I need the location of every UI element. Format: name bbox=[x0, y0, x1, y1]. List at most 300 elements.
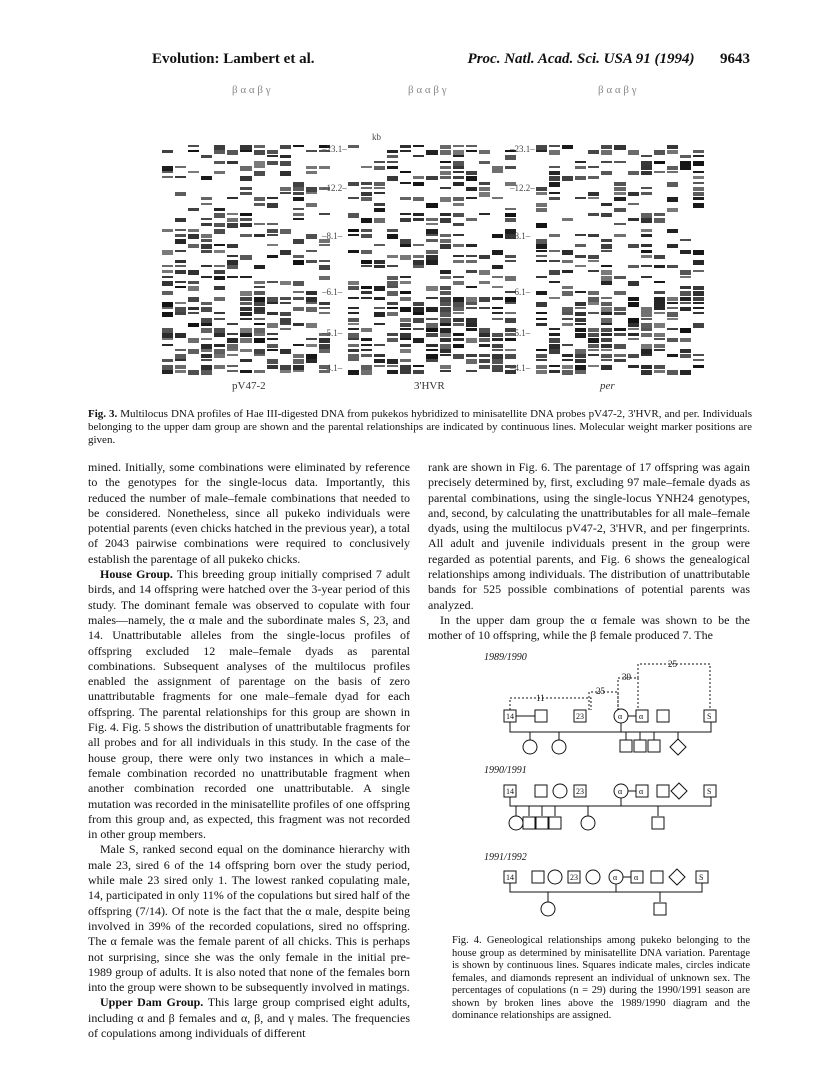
gel-band bbox=[400, 150, 411, 152]
gel-band bbox=[641, 229, 652, 232]
gel-band bbox=[267, 203, 278, 208]
gel-band bbox=[628, 281, 639, 286]
gel-band bbox=[254, 354, 265, 356]
gel-band bbox=[254, 333, 265, 336]
gel-band bbox=[440, 270, 451, 274]
gel-band bbox=[267, 333, 278, 335]
gel-band bbox=[667, 297, 678, 301]
gel-band bbox=[175, 312, 186, 315]
gel-band bbox=[479, 192, 490, 197]
gel-band bbox=[588, 213, 599, 216]
gel-band bbox=[374, 354, 385, 357]
gel-band bbox=[387, 155, 398, 158]
gel-band bbox=[440, 323, 451, 326]
gel-band bbox=[267, 244, 278, 246]
gel-band bbox=[549, 260, 560, 262]
gel-band bbox=[214, 229, 225, 234]
gel-band bbox=[426, 328, 437, 332]
gel-band bbox=[240, 218, 251, 221]
gel-band bbox=[201, 223, 212, 226]
gel-band bbox=[614, 187, 625, 191]
gel-band bbox=[562, 260, 573, 263]
gel-band bbox=[413, 255, 424, 258]
gel-band bbox=[400, 344, 411, 347]
gel-band bbox=[175, 302, 186, 304]
gel-band bbox=[549, 370, 560, 373]
gel-band bbox=[654, 365, 665, 369]
svg-text:23: 23 bbox=[576, 787, 584, 796]
gel-band bbox=[680, 328, 691, 333]
gel-band bbox=[426, 286, 437, 291]
section-heading-house-group: House Group. bbox=[100, 567, 173, 582]
gel-band bbox=[466, 370, 477, 372]
gel-band bbox=[440, 150, 451, 155]
gel-band bbox=[654, 333, 665, 337]
gel-band bbox=[387, 229, 398, 232]
gel-band bbox=[614, 145, 625, 150]
gel-band bbox=[614, 307, 625, 311]
gel-band bbox=[214, 286, 225, 290]
gel-band bbox=[280, 370, 291, 373]
gel-band bbox=[549, 166, 560, 168]
gel-band bbox=[162, 281, 173, 286]
gel-band bbox=[654, 349, 665, 351]
gel-band bbox=[201, 302, 212, 305]
gel-band bbox=[400, 244, 411, 247]
gel-band bbox=[188, 150, 199, 152]
gel-band bbox=[440, 166, 451, 169]
gel-band bbox=[601, 171, 612, 175]
gel-band bbox=[693, 203, 704, 208]
gel-band bbox=[440, 187, 451, 189]
gel-band bbox=[162, 229, 173, 232]
gel-band bbox=[575, 354, 586, 358]
gel-band bbox=[254, 150, 265, 155]
gel-band bbox=[575, 370, 586, 374]
gel-band bbox=[214, 223, 225, 227]
page-number: 9643 bbox=[720, 51, 750, 67]
gel-band bbox=[588, 192, 599, 196]
gel-band bbox=[667, 229, 678, 233]
gel-band bbox=[293, 297, 304, 300]
male-symbol bbox=[657, 710, 669, 722]
gel-band bbox=[387, 150, 398, 153]
gel-band bbox=[293, 323, 304, 326]
unknown-sex-symbol bbox=[670, 739, 686, 755]
gel-band bbox=[361, 192, 372, 196]
gel-band bbox=[254, 145, 265, 148]
gel-band bbox=[492, 349, 503, 351]
gel-band bbox=[280, 302, 291, 304]
gel-band bbox=[240, 276, 251, 278]
gel-band bbox=[413, 155, 424, 157]
gel-band bbox=[453, 223, 464, 226]
gel-band bbox=[641, 155, 652, 157]
gel-band bbox=[549, 234, 560, 237]
gel-band bbox=[575, 333, 586, 338]
gel-band bbox=[479, 150, 490, 154]
gel-band bbox=[267, 197, 278, 199]
gel-band bbox=[588, 197, 599, 199]
gel-band bbox=[667, 265, 678, 268]
gel-band bbox=[374, 344, 385, 346]
gel-band bbox=[227, 244, 238, 248]
gel-band bbox=[466, 328, 477, 331]
gel-band bbox=[214, 150, 225, 154]
gel-band bbox=[466, 359, 477, 364]
gel-band bbox=[400, 255, 411, 260]
gel-band bbox=[588, 365, 599, 367]
gel-band bbox=[588, 255, 599, 259]
gel-band bbox=[628, 338, 639, 340]
gel-panel-pv47-2 bbox=[160, 144, 332, 376]
gel-band bbox=[426, 344, 437, 347]
gel-band bbox=[601, 365, 612, 370]
gel-band bbox=[240, 176, 251, 181]
gel-band bbox=[280, 250, 291, 255]
gel-band bbox=[453, 354, 464, 359]
gel-band bbox=[240, 307, 251, 311]
gel-band bbox=[667, 302, 678, 304]
gel-band bbox=[361, 260, 372, 264]
gel-band bbox=[667, 197, 678, 202]
gel-band bbox=[680, 370, 691, 375]
gel-band bbox=[387, 276, 398, 280]
gel-band bbox=[680, 276, 691, 278]
gel-band bbox=[693, 354, 704, 356]
marker-label: –4.1– bbox=[510, 362, 531, 373]
gel-band bbox=[479, 270, 490, 275]
gel-band bbox=[267, 155, 278, 157]
gel-band bbox=[188, 208, 199, 211]
gel-band bbox=[400, 276, 411, 278]
gel-band bbox=[466, 197, 477, 199]
gel-band bbox=[466, 323, 477, 327]
gel-band bbox=[641, 218, 652, 223]
gel-band bbox=[361, 250, 372, 254]
gel-band bbox=[361, 297, 372, 299]
gel-band bbox=[214, 354, 225, 358]
gel-band bbox=[628, 328, 639, 330]
gel-band bbox=[254, 323, 265, 325]
gel-band bbox=[628, 150, 639, 155]
gel-band bbox=[306, 307, 317, 312]
marker-label: –12.2– bbox=[510, 183, 535, 194]
gel-band bbox=[614, 328, 625, 331]
gel-band bbox=[453, 276, 464, 278]
gel-band bbox=[293, 370, 304, 372]
gel-band bbox=[667, 318, 678, 320]
gel-band bbox=[188, 244, 199, 248]
gel-band bbox=[680, 166, 691, 170]
row-1989-1990 bbox=[504, 709, 716, 755]
gel-band bbox=[426, 234, 437, 236]
gel-band bbox=[614, 344, 625, 349]
gel-band bbox=[440, 291, 451, 295]
gel-band bbox=[440, 338, 451, 342]
paragraph: In the upper dam group the α female was shown to be the mother of 10 offspring, while the β female produced 7. The bbox=[428, 612, 750, 643]
gel-band bbox=[453, 197, 464, 201]
gel-band bbox=[466, 307, 477, 309]
gel-band bbox=[654, 307, 665, 310]
gel-band bbox=[575, 307, 586, 309]
gel-band bbox=[374, 244, 385, 246]
gel-band bbox=[400, 171, 411, 173]
gel-band bbox=[601, 359, 612, 361]
gel-band bbox=[641, 328, 652, 331]
gel-band bbox=[175, 359, 186, 361]
gel-band bbox=[188, 338, 199, 343]
gel-band bbox=[693, 323, 704, 328]
gel-band bbox=[267, 302, 278, 304]
gel-band bbox=[440, 218, 451, 223]
gel-band bbox=[628, 365, 639, 368]
gel-band bbox=[240, 312, 251, 316]
gel-band bbox=[693, 302, 704, 304]
gel-band bbox=[267, 229, 278, 233]
gel-band bbox=[201, 328, 212, 333]
paragraph-text: This large group comprised eight adults, including α and β females and α, β, and γ males. The frequencies of copulations among individuals of different bbox=[88, 995, 410, 1040]
gel-band bbox=[188, 281, 199, 284]
gel-band bbox=[628, 203, 639, 205]
gel-band bbox=[654, 161, 665, 164]
gel-band bbox=[306, 338, 317, 340]
marker-label: –8.1– bbox=[510, 231, 531, 242]
gel-band bbox=[440, 213, 451, 216]
gel-band bbox=[641, 192, 652, 195]
gel-band bbox=[240, 150, 251, 152]
gel-band bbox=[306, 192, 317, 194]
gel-band bbox=[466, 338, 477, 343]
gel-band bbox=[440, 286, 451, 290]
marker-label: –23.1– bbox=[510, 144, 535, 154]
gel-band bbox=[453, 182, 464, 186]
gel-band bbox=[426, 349, 437, 351]
gel-band bbox=[562, 286, 573, 289]
gel-band bbox=[293, 255, 304, 258]
gel-band bbox=[654, 218, 665, 223]
gel-band bbox=[440, 302, 451, 306]
gel-band bbox=[293, 213, 304, 216]
gel-band bbox=[413, 176, 424, 179]
gel-band bbox=[562, 218, 573, 221]
gel-band bbox=[492, 370, 503, 372]
gel-band bbox=[601, 349, 612, 351]
gel-band bbox=[293, 344, 304, 346]
gel-band bbox=[601, 312, 612, 315]
gel-band bbox=[361, 182, 372, 185]
gel-band bbox=[227, 150, 238, 155]
gel-band bbox=[227, 213, 238, 215]
gel-band bbox=[162, 171, 173, 173]
paragraph bbox=[88, 995, 410, 1041]
gel-band bbox=[667, 338, 678, 342]
figure-3 bbox=[150, 84, 710, 400]
gel-band bbox=[588, 176, 599, 179]
gel-band bbox=[440, 365, 451, 369]
gel-band bbox=[453, 176, 464, 179]
gel-band bbox=[693, 187, 704, 191]
figure-4-caption-label: Fig. 4. bbox=[452, 935, 482, 946]
gel-band bbox=[453, 234, 464, 236]
gel-band bbox=[175, 333, 186, 338]
gel-band bbox=[175, 218, 186, 222]
gel-band bbox=[693, 307, 704, 309]
gel-band bbox=[562, 312, 573, 315]
marker-labels-right bbox=[510, 144, 540, 374]
gel-band bbox=[549, 145, 560, 147]
year-label-1991-1992: 1991/1992 bbox=[484, 852, 527, 863]
svg-text:S: S bbox=[707, 787, 712, 796]
gel-band bbox=[162, 312, 173, 317]
gel-band bbox=[227, 370, 238, 372]
gel-band bbox=[201, 250, 212, 253]
gel-1-lanes-header: β α α β γ bbox=[232, 84, 271, 96]
gel-band bbox=[641, 244, 652, 247]
gel-band bbox=[440, 349, 451, 353]
gel-band bbox=[201, 203, 212, 205]
gel-band bbox=[426, 333, 437, 337]
gel-band bbox=[614, 354, 625, 357]
gel-band bbox=[214, 250, 225, 253]
gel-band bbox=[188, 349, 199, 354]
figure-3-caption-label: Fig. 3. bbox=[88, 408, 118, 420]
gel-band bbox=[614, 192, 625, 195]
gel-band bbox=[201, 349, 212, 352]
figure-4-caption-text: Geneological relationships among pukeko belonging to the house group as determined by minisatellite DNA variation. Parentage is shown by continuous lines. Squares indicate males, circles indicate females, and diamonds represent an individual of unknown sex. The percentages of copulations (n = 29) during the 1990/1991 season are shown by broken lines above the 1989/1990 diagram and the dominance relationships are assigned. bbox=[452, 935, 750, 1021]
gel-band bbox=[479, 344, 490, 347]
gel-band bbox=[453, 145, 464, 147]
gel-band bbox=[175, 229, 186, 231]
gel-band bbox=[601, 145, 612, 149]
gel-band bbox=[254, 203, 265, 206]
gel-band bbox=[667, 145, 678, 149]
gel-band bbox=[374, 182, 385, 186]
gel-band bbox=[440, 333, 451, 337]
gel-band bbox=[254, 223, 265, 225]
gel-band bbox=[400, 307, 411, 312]
gel-band bbox=[440, 239, 451, 243]
gel-band bbox=[641, 187, 652, 189]
gel-band bbox=[280, 297, 291, 300]
gel-band bbox=[361, 218, 372, 223]
figure-4-caption bbox=[452, 935, 750, 1023]
gel-band bbox=[628, 244, 639, 248]
gel-band bbox=[374, 208, 385, 212]
gel-band bbox=[466, 354, 477, 357]
gel-band bbox=[575, 291, 586, 293]
gel-band bbox=[267, 344, 278, 348]
gel-band bbox=[293, 145, 304, 147]
year-label-1989-1990: 1989/1990 bbox=[484, 652, 527, 663]
gel-band bbox=[267, 338, 278, 340]
gel-band bbox=[693, 192, 704, 196]
gel-band bbox=[400, 318, 411, 322]
gel-band bbox=[628, 323, 639, 327]
gel-band bbox=[240, 349, 251, 352]
gel-band bbox=[492, 276, 503, 278]
gel-3-lanes-header: β α α β γ bbox=[598, 84, 637, 96]
gel-band bbox=[680, 349, 691, 353]
gel-band bbox=[413, 218, 424, 221]
gel-band bbox=[361, 229, 372, 232]
gel-band bbox=[453, 166, 464, 169]
gel-band bbox=[267, 223, 278, 225]
gel-band bbox=[453, 260, 464, 263]
gel-band bbox=[280, 312, 291, 316]
gel-band bbox=[240, 370, 251, 373]
gel-band bbox=[549, 197, 560, 200]
gel-band bbox=[162, 307, 173, 309]
gel-band bbox=[188, 286, 199, 291]
gel-band bbox=[654, 171, 665, 173]
gel-band bbox=[693, 260, 704, 265]
gel-band bbox=[426, 150, 437, 155]
gel-band bbox=[601, 281, 612, 285]
gel-band bbox=[162, 338, 173, 340]
gel-band bbox=[413, 365, 424, 367]
gel-band bbox=[549, 270, 560, 275]
gel-band bbox=[387, 365, 398, 367]
gel-band bbox=[280, 192, 291, 194]
gel-band bbox=[588, 270, 599, 272]
gel-band bbox=[227, 255, 238, 257]
gel-band bbox=[387, 255, 398, 258]
gel-band bbox=[374, 365, 385, 367]
marker-label: –8.1– bbox=[322, 231, 343, 242]
gel-band bbox=[453, 244, 464, 247]
gel-band bbox=[227, 265, 238, 269]
gel-band bbox=[667, 150, 678, 154]
copulation-pct-11: 11 bbox=[536, 693, 545, 703]
gel-band bbox=[254, 370, 265, 373]
gel-band bbox=[614, 359, 625, 362]
gel-band bbox=[361, 370, 372, 375]
gel-band bbox=[588, 344, 599, 348]
gel-band bbox=[588, 166, 599, 168]
gel-band bbox=[588, 328, 599, 332]
gel-band bbox=[667, 354, 678, 357]
gel-band bbox=[601, 302, 612, 306]
gel-band bbox=[562, 145, 573, 149]
gel-band bbox=[201, 234, 212, 238]
gel-band bbox=[479, 255, 490, 259]
gel-band bbox=[240, 333, 251, 337]
gel-band bbox=[188, 370, 199, 375]
gel-band bbox=[162, 265, 173, 267]
gel-band bbox=[426, 307, 437, 312]
gel-band bbox=[680, 338, 691, 342]
gel-band bbox=[293, 239, 304, 244]
gel-band bbox=[267, 281, 278, 283]
gel-band bbox=[601, 297, 612, 299]
gel-band bbox=[693, 176, 704, 179]
gel-band bbox=[641, 365, 652, 369]
gel-band bbox=[575, 318, 586, 322]
gel-band bbox=[162, 250, 173, 255]
copulation-lines bbox=[510, 664, 710, 710]
gel-band bbox=[361, 187, 372, 189]
gel-band bbox=[667, 182, 678, 187]
gel-band bbox=[227, 333, 238, 335]
gel-band bbox=[374, 161, 385, 163]
gel-band bbox=[588, 234, 599, 237]
gel-band bbox=[628, 171, 639, 175]
gel-band bbox=[240, 302, 251, 305]
gel-band bbox=[693, 297, 704, 301]
gel-band bbox=[361, 265, 372, 267]
gel-band bbox=[306, 171, 317, 174]
